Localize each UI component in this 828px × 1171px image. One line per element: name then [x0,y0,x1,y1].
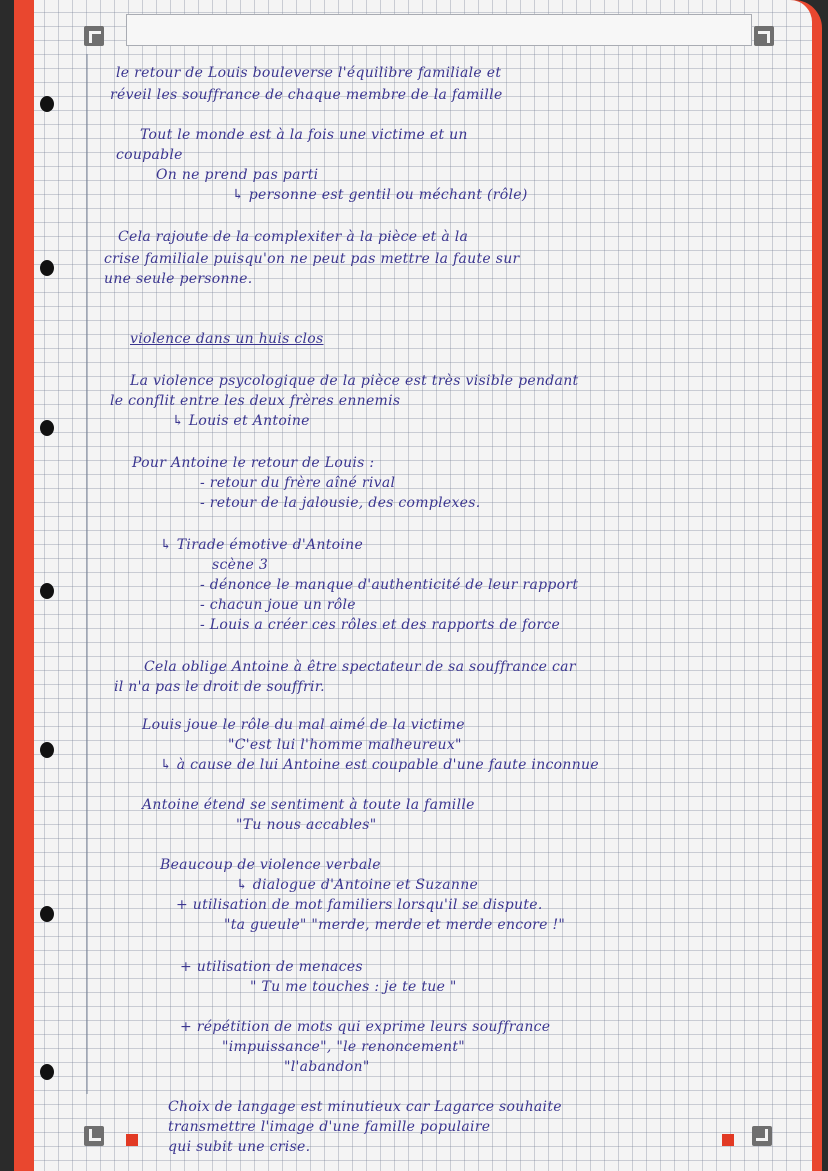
note-line: ↳ Louis et Antoine [172,413,310,429]
note-line: ↳ dialogue d'Antoine et Suzanne [236,877,479,893]
note-line: réveil les souffrance de chaque membre de la famille [110,87,503,103]
note-line: Louis joue le rôle du mal aimé de la victime [142,717,465,733]
note-line: coupable [116,147,183,163]
section-heading: violence dans un huis clos [130,331,324,347]
note-line: "impuissance", "le renoncement" [222,1039,466,1055]
note-line: scène 3 [212,557,269,573]
note-line: On ne prend pas parti [156,167,319,183]
note-line: il n'a pas le droit de souffrir. [114,679,325,695]
note-line: ↳ Tirade émotive d'Antoine [160,537,364,553]
note-line: - Louis a créer ces rôles et des rapports de force [200,617,561,633]
note-line: ↳ à cause de lui Antoine est coupable d'une faute inconnue [160,757,599,773]
note-line: + utilisation de mot familiers lorsqu'il se dispute. [176,897,543,913]
note-line: - retour du frère aîné rival [200,475,396,491]
note-line: " Tu me touches : je te tue " [250,979,457,995]
note-line: le retour de Louis bouleverse l'équilibre familiale et [116,65,502,81]
note-line: Pour Antoine le retour de Louis : [132,455,375,471]
note-line: ↳ personne est gentil ou méchant (rôle) [232,187,528,203]
note-line: "ta gueule" "merde, merde et merde encore !" [224,917,566,933]
note-line: une seule personne. [104,271,253,287]
note-line: qui subit une crise. [168,1139,311,1155]
note-line: Antoine étend se sentiment à toute la famille [142,797,475,813]
note-line: Beaucoup de violence verbale [160,857,381,873]
note-line: "C'est lui l'homme malheureux" [228,737,462,753]
note-line: - dénonce le manque d'authenticité de leur rapport [200,577,579,593]
note-line: + utilisation de menaces [180,959,363,975]
note-line: transmettre l'image d'une famille populaire [168,1119,491,1135]
note-line: le conflit entre les deux frères ennemis [110,393,401,409]
note-line: + répétition de mots qui exprime leurs souffrance [180,1019,551,1035]
note-line: "l'abandon" [284,1059,370,1075]
note-line: Cela oblige Antoine à être spectateur de sa souffrance car [144,659,576,675]
note-line: - retour de la jalousie, des complexes. [200,495,481,511]
note-line: "Tu nous accables" [236,817,377,833]
note-line: crise familiale puisqu'on ne peut pas mettre la faute sur [104,251,520,267]
note-line: La violence psycologique de la pièce est très visible pendant [130,373,579,389]
note-line: Cela rajoute de la complexiter à la pièce et à la [118,229,469,245]
note-line: Tout le monde est à la fois une victime et un [140,127,468,143]
note-line: Choix de langage est minutieux car Lagarce souhaite [168,1099,562,1115]
note-line: - chacun joue un rôle [200,597,356,613]
